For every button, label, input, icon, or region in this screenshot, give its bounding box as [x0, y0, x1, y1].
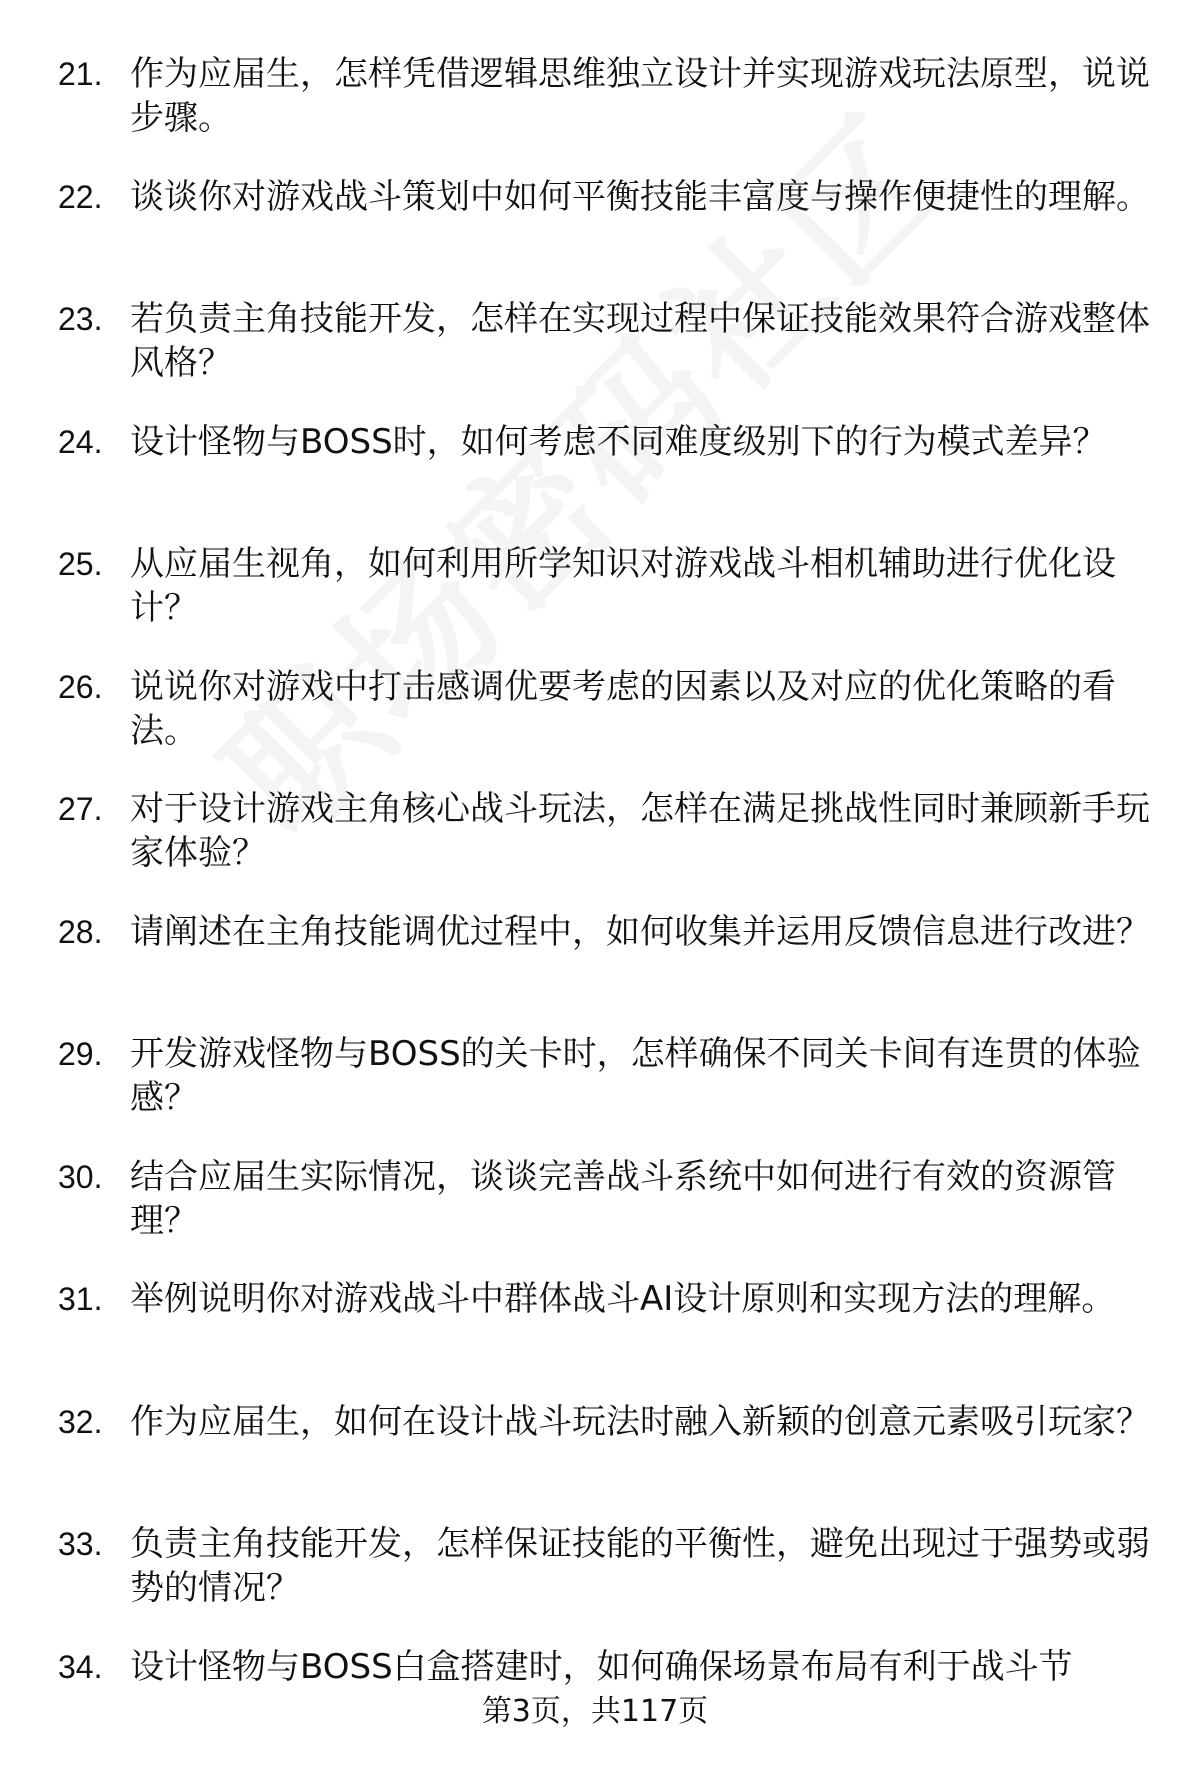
question-text: 负责主角技能开发，怎样保证技能的平衡性，避免出现过于强势或弱势的情况？: [130, 1522, 1150, 1610]
question-item: [0, 52, 1190, 175]
page-number-footer: 第3页，共117页: [0, 1692, 1190, 1732]
question-text: 谈谈你对游戏战斗策划中如何平衡技能丰富度与操作便捷性的理解。: [130, 175, 1150, 219]
question-item: [0, 1522, 1190, 1645]
question-number: 33.: [58, 1522, 128, 1566]
question-text: 说说你对游戏中打击感调优要考虑的因素以及对应的优化策略的看法。: [130, 665, 1150, 753]
question-item: [0, 1277, 1190, 1400]
question-text: 结合应届生实际情况，谈谈完善战斗系统中如何进行有效的资源管理？: [130, 1155, 1150, 1243]
question-number: 27.: [58, 787, 128, 831]
question-item: [0, 787, 1190, 910]
question-number: 24.: [58, 420, 128, 464]
question-text: 设计怪物与BOSS时，如何考虑不同难度级别下的行为模式差异？: [130, 420, 1150, 464]
question-number: 23.: [58, 297, 128, 341]
question-text: 设计怪物与BOSS白盒搭建时，如何确保场景布局有利于战斗节: [130, 1645, 1150, 1689]
question-list: [0, 52, 1190, 1767]
question-number: 22.: [58, 175, 128, 219]
question-item: [0, 542, 1190, 665]
question-number: 25.: [58, 542, 128, 586]
question-text: 请阐述在主角技能调优过程中，如何收集并运用反馈信息进行改进？: [130, 910, 1150, 954]
question-text: 若负责主角技能开发，怎样在实现过程中保证技能效果符合游戏整体风格？: [130, 297, 1150, 385]
question-number: 31.: [58, 1277, 128, 1321]
question-text: 作为应届生，怎样凭借逻辑思维独立设计并实现游戏玩法原型，说说步骤。: [130, 52, 1150, 140]
question-number: 29.: [58, 1032, 128, 1076]
question-number: 28.: [58, 910, 128, 954]
question-item: [0, 1400, 1190, 1523]
question-item: [0, 175, 1190, 298]
question-text: 作为应届生，如何在设计战斗玩法时融入新颖的创意元素吸引玩家？: [130, 1400, 1150, 1444]
question-number: 26.: [58, 665, 128, 709]
question-number: 30.: [58, 1155, 128, 1199]
question-item: [0, 665, 1190, 788]
question-item: [0, 297, 1190, 420]
question-text: 开发游戏怪物与BOSS的关卡时，怎样确保不同关卡间有连贯的体验感？: [130, 1032, 1150, 1120]
question-text: 举例说明你对游戏战斗中群体战斗AI设计原则和实现方法的理解。: [130, 1277, 1150, 1321]
question-item: [0, 910, 1190, 1033]
question-item: [0, 1155, 1190, 1278]
question-text: 对于设计游戏主角核心战斗玩法，怎样在满足挑战性同时兼顾新手玩家体验？: [130, 787, 1150, 875]
question-number: 34.: [58, 1645, 128, 1689]
question-text: 从应届生视角，如何利用所学知识对游戏战斗相机辅助进行优化设计？: [130, 542, 1150, 630]
question-item: [0, 1032, 1190, 1155]
question-number: 21.: [58, 52, 128, 96]
question-number: 32.: [58, 1400, 128, 1444]
question-item: [0, 420, 1190, 543]
